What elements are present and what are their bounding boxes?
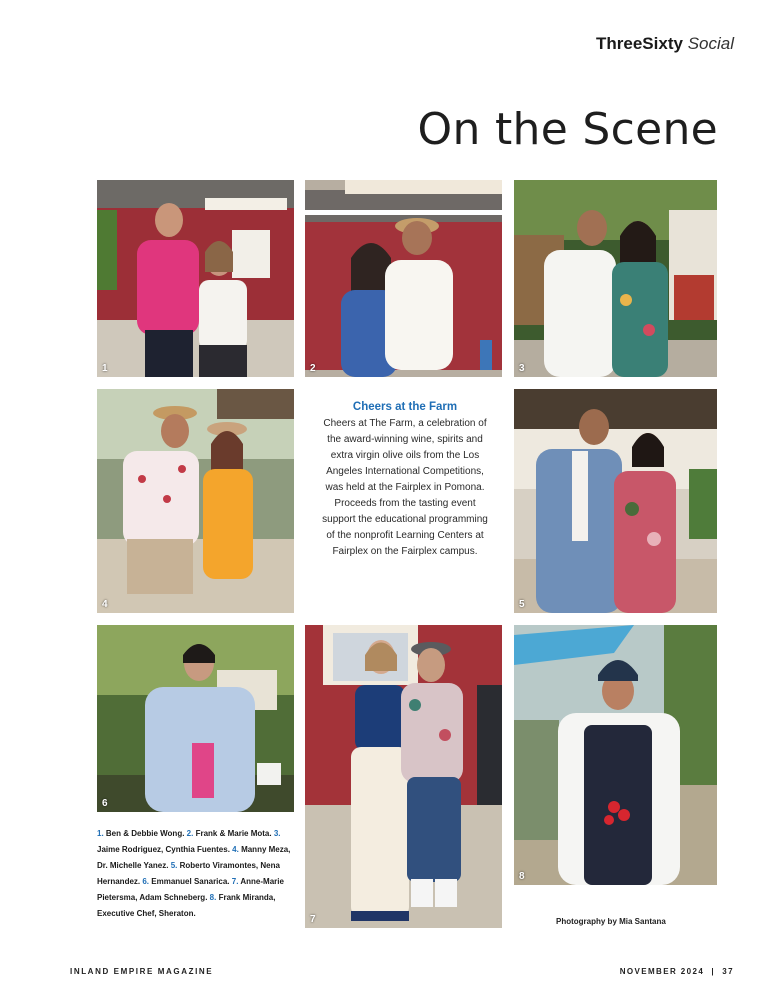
caption-text: Ben & Debbie Wong. [105,829,185,838]
photo-number: 8 [519,871,525,882]
story-block [320,401,490,560]
caption-text: Frank Miranda, Executive Chef, Sheraton. [97,893,276,918]
photo-4 [97,389,294,613]
caption-number: 5. [170,861,178,870]
caption-text: Jaime Rodriguez, Cynthia Fuentes. [97,845,230,854]
caption-number: 3. [273,829,281,838]
story-heading: Cheers at the Farm [352,401,458,413]
footer-publication: INLAND EMPIRE MAGAZINE [70,967,214,976]
caption-number: 1. [97,829,104,838]
story-body: Cheers at The Farm, a celebration of the award-winning wine, spirits and extra virgin olive oils from the Los Angeles International Competitions, was held at the Fairplex in Pomona. Proceeds from the tasting event support the educational programming of the nonprofit Learning Centers at Fairplex on the Fairplex campus. [322,418,488,557]
photo-2 [305,180,502,377]
photo-1 [97,180,294,377]
photo-captions [97,826,293,922]
caption-text: Roberto Viramontes, Nena Hernandez. [97,861,280,886]
section-tag-italic: Social [687,34,734,53]
photo-number: 5 [519,599,525,610]
photo-number: 4 [102,599,108,610]
footer-date-page: NOVEMBER 2024 | 37 [619,967,734,976]
photo-6 [97,625,294,812]
photo-credit: Photography by Mia Santana [556,917,666,926]
section-tag [596,34,734,54]
page-title: On the Scene [417,104,718,155]
caption-text: Anne-Marie Pietersma, Adam Schneberg. [97,877,284,902]
photo-number: 3 [519,363,525,374]
photo-number: 1 [102,363,108,374]
photo-number: 7 [310,914,316,925]
section-tag-bold: ThreeSixty [596,34,683,53]
caption-number: 2. [186,829,194,838]
photo-3 [514,180,717,377]
caption-number: 6. [142,877,150,886]
photo-8 [514,625,717,885]
caption-text: Emmanuel Sanarica. [151,877,230,886]
caption-number: 8. [209,893,217,902]
photo-5 [514,389,717,613]
photo-7 [305,625,502,928]
caption-text: Frank & Marie Mota. [195,829,272,838]
photo-number: 6 [102,798,108,809]
caption-number: 4. [232,845,239,854]
caption-number: 7. [231,877,239,886]
photo-number: 2 [310,363,316,374]
caption-text: Manny Meza, Dr. Michelle Yanez. [97,845,291,870]
